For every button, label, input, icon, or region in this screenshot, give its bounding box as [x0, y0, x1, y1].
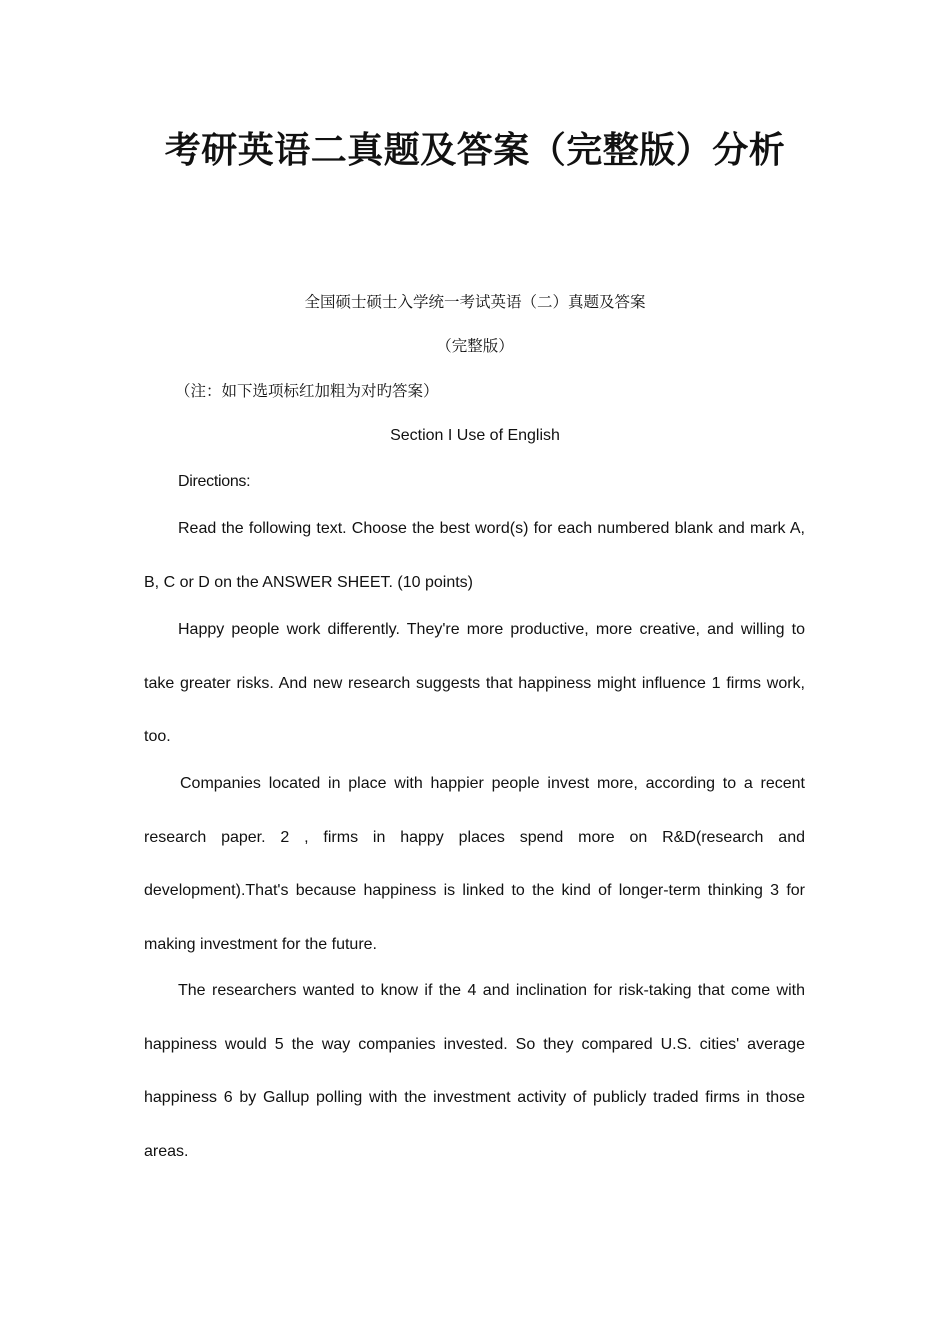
answer-note: （注：如下选项标红加粗为对旳答案）: [175, 383, 439, 400]
exam-subtitle: 全国硕士硕士入学统一考试英语（二）真题及答案: [304, 294, 646, 311]
paragraph-directions: Read the following text. Choose the best word(s) for each numbered blank and mark A, B, C or D on the ANSWER SHEET. (10 points): [144, 520, 805, 591]
section-heading: Section I Use of English: [390, 427, 560, 444]
paragraph-1: Happy people work differently. They're more productive, more creative, and willing to take greater risks. And new research suggests that happiness might influence 1 firms work, too.: [144, 621, 805, 746]
paragraph-3: The researchers wanted to know if the 4 and inclination for risk-taking that come with happiness would 5 the way companies invested. So they compared U.S. cities' average happiness 6 by Gallup polling with the investment activity of publicly traded firms in those areas.: [144, 982, 805, 1160]
exam-subtitle-version: （完整版）: [436, 338, 514, 355]
document-title: 考研英语二真题及答案（完整版）分析: [164, 129, 786, 171]
paragraph-2: Companies located in place with happier people invest more, according to a recent research paper. 2 , firms in happy places spend more on R&D(research and development).That's because happiness is linked to the kind of longer-term thinking 3 for making investment for the future.: [144, 775, 805, 953]
directions-label: Directions:: [178, 473, 251, 490]
